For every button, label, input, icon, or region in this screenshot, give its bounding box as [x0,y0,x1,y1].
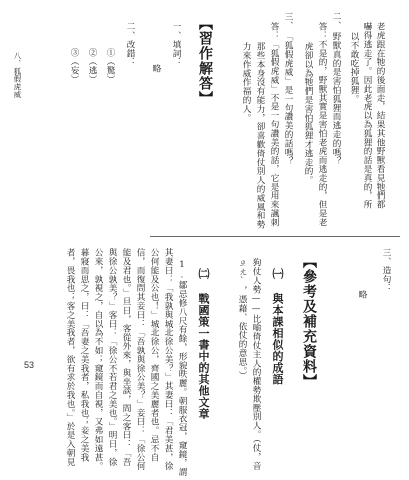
q2-question: 野獸真的是害怕狐狸而逃走的嗎？ [331,32,341,166]
half-divider [150,236,400,237]
exercise-answers-title: 【習作解答】 [197,16,213,106]
article-line-5: 能及君也。」旦日，客從外來，與坐談，問之客曰：「吾 [121,248,131,467]
section-fill-answer: 略 [151,64,161,73]
q3-answer-line-3: 力來作威作福的人。 [241,42,251,123]
idiom-line-1: 狗仗人勢——比喻倚仗主人的權勢欺壓別人。（仗，音 [251,258,261,471]
similar-idioms-heading: ㈠ 與本課相似的成語 [271,268,284,385]
article-line-4: 信，而復問其妾曰：「吾孰與徐公美？」妾曰：「徐公何 [135,248,145,471]
q2-label: 二、 [331,12,341,30]
section-fill-label: 一、填詞： [171,22,181,67]
reference-title: 【參考及補充資料】 [301,254,317,389]
section-correct-label: 二、改錯： [125,22,135,67]
q2-answer-line-2: 虎卻以為牠們是害怕狐狸才逃走的。 [303,42,313,185]
idiom-line-2: ㄓㄤˋ，憑藉、依仗的意思。） [237,258,247,380]
running-head: 八、狐假虎威 [13,52,22,99]
correction-item-3: ③（妄） [69,48,79,84]
q3-answer-line-1: 答：「狐假虎威」不是一句讚美的話，它是用來諷刺 [269,22,279,227]
q3-question: 「狐假虎威」是一句讚美的話嗎？ [283,32,293,166]
article-line-6: 與徐公孰美？」客曰：「徐公不若君之美也。」明日，徐 [107,248,117,467]
q1-answer-line-1: 老虎跟在牠的後面走，結果其他野獸看見牠們都 [375,22,385,209]
correction-item-2: ②（逃） [87,48,97,84]
q1-answer-line-3: 以不敢吃掉狐狸。 [349,32,359,104]
section-sentence-answer: 略 [357,290,367,299]
page-number: 53 [24,360,35,370]
correction-item-1: ①（驚） [105,48,115,84]
article-line-9: 者，畏我也；客之美我者，欲有求於我也。」於是入朝見 [65,248,75,467]
article-line-3: 公何能及公也！」城北徐公，齊國之美麗者也。忌不自 [149,248,159,462]
q1-answer-line-2: 嚇得逃走了。因此老虎以為狐狸的話是真的，所 [362,22,372,209]
article-line-1: 1.鄒忌修八尺有餘，形貌昳麗。朝服衣冠，窺鏡，謂 [177,260,187,477]
other-articles-heading: ㈡ 戰國策一書中的其他文章 [197,268,210,420]
q2-answer-line-1: 答：不是的，野獸其實是害怕老虎而逃走的，但是老 [317,22,327,227]
article-line-8: 暮寢而思之，曰：「吾妻之美我者，私我也；妾之美我 [79,248,89,462]
section-sentence-label: 三、造句： [381,248,391,293]
article-line-7: 公來，孰視之，自以為不如；窺鏡而自視，又弗如遠甚。 [93,248,103,471]
article-line-2: 其妻曰：「我孰與城北徐公美？」其妻曰：「君美甚，徐 [163,248,173,471]
q3-answer-line-2: 那些本身沒有能力，卻喜歡倚仗別人的威風和勢 [255,42,265,229]
q3-label: 三、 [283,12,293,30]
